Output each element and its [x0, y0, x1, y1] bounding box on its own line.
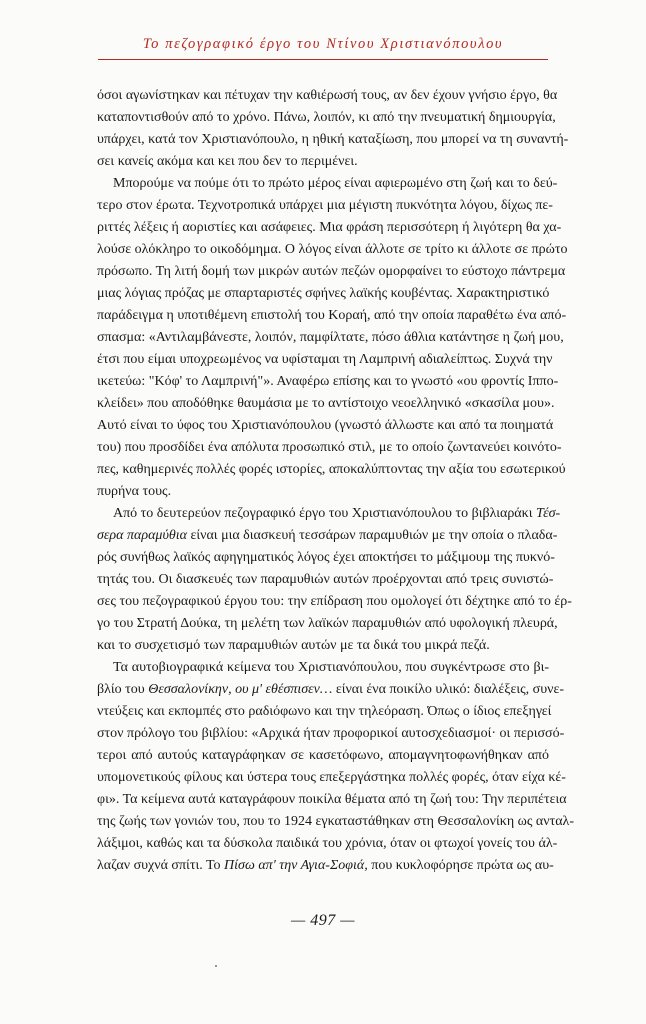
- italic-title: Τέσ-: [535, 506, 561, 521]
- text-line: [97, 657, 549, 679]
- text-line: υπάρχει, κατά τον Χριστιανόπουλο, η ηθική καταξίωση, που μπορεί να τη συναντή-: [97, 132, 569, 147]
- text-run: είναι μια διασκευή τεσσάρων παραμυθιών με την οποία ο πλαδα-: [187, 528, 558, 543]
- text-line: πυρήνα τους.: [97, 484, 172, 499]
- text-run: λάξιμοι, καθώς και τα δύσκολα παιδικά του χρόνια, όταν οι φτωχοί γονείς του άλ-: [97, 836, 558, 851]
- text-line: σπασμα: «Αντιλαμβάνεστε, λοιπόν, παμφίλτατε, πόσο άθλια κατάντησε η ζωή μου,: [97, 330, 564, 345]
- text-line: κλείδει» που αποδόθηκε θαυμάσια με το αντίστοιχο νεοελληνικό «σκασίλα μου».: [97, 396, 555, 411]
- text-line: παράδειγμα η υποτιθέμενη επιστολή του Κοραή, από την οποία παραθέτω ένα από-: [97, 308, 567, 323]
- text-line: καταποντισθούν από το χρόνο. Πάνω, λοιπόν, κι από την πνευματική δημιουργία,: [97, 110, 556, 125]
- paragraph: [97, 503, 572, 657]
- text-line: Μπορούμε να πούμε ότι το πρώτο μέρος είναι αφιερωμένο στη ζωή και το δεύ-: [113, 176, 558, 191]
- text-run: στον πρόλογο του βιβλίου: «Αρχικά ήταν προφορικοί αυτοσχεδιασμοί· οι περισσό-: [97, 726, 565, 741]
- text-line: μιας λόγιας πρόζας με σπαρταριστές σφήνες λαϊκής κουβέντας. Χαρακτηριστικό: [97, 286, 550, 301]
- text-line: Αυτό είναι το ύφος του Χριστιανόπουλου (γνωστό άλλωστε και από τα ποιηματά: [97, 418, 554, 433]
- text-line: τερο στον έρωτα. Τεχνοτροπικά υπάρχει μια μέγιστη πυκνότητα λόγου, δίχως πε-: [97, 198, 553, 213]
- text-run: ρός συνήθως λαϊκός αφηγηματικός λόγος έχει αποκτήσει το μάξιμουμ της πυκνό-: [97, 550, 555, 565]
- paragraph: [97, 85, 569, 173]
- text-line: [97, 745, 549, 767]
- text-line: [97, 503, 561, 525]
- text-run: υπομονετικούς φίλους και ύστερα τους επεξεργάστηκα πολλές φορές, όταν είχα κέ-: [97, 770, 566, 785]
- header-rule: [98, 59, 548, 60]
- text-run: λαζαν συχνά σπίτι. Το: [97, 858, 225, 873]
- page-number: — 497 —: [291, 912, 355, 929]
- text-line: [97, 855, 554, 877]
- text-line: [97, 547, 555, 569]
- text-run: Από το δευτερεύον πεζογραφικό έργο του Χριστιανόπουλου το βιβλιαράκι: [113, 506, 536, 521]
- text-run: γο του Στρατή Δούκα, τη μελέτη των λαϊκών παραμυθιών από υφολογική πλευρά,: [97, 616, 558, 631]
- text-line: [97, 569, 554, 591]
- text-line: [97, 767, 566, 789]
- text-line: [97, 635, 549, 657]
- text-run: τεροι από αυτούς καταγράφηκαν σε κασετόφωνο, απομαγνητοφωνήθηκαν από: [97, 748, 549, 763]
- text-run: που κυκλοφόρησε πρώτα ως αυ-: [367, 858, 554, 873]
- text-line: έτσι που είμαι υποχρεωμένος να υφίσταμαι τη Λαμπρινή αδιαλείπτως. Συχνά την: [97, 352, 553, 367]
- body-text: [97, 85, 574, 877]
- text-line: λούσε ολόκληρο το οικοδόμημα. Ο λόγος είναι άλλοτε σε τρίτο κι άλλοτε σε πρώτο: [97, 242, 568, 257]
- text-line: [97, 811, 574, 833]
- text-line: [97, 833, 558, 855]
- text-line: του) που προσδίδει ένα απόλυτα προσωπικό στιλ, με το οποίο ζωντανεύει κοινότο-: [97, 440, 562, 455]
- italic-title: Θεσσαλονίκην, ου μ' εθέσπισεν…: [148, 682, 333, 697]
- text-run: φι». Τα κείμενα αυτά καταγράφουν ποικίλα θέματα από τη ζωή του: Την περιπέτεια: [97, 792, 567, 807]
- text-run: Τα αυτοβιογραφικά κείμενα του Χριστιανόπουλου, που συγκέντρωσε στο βι-: [113, 660, 549, 675]
- text-line: [97, 679, 564, 701]
- paragraph: [97, 657, 574, 877]
- text-line: [97, 789, 567, 811]
- text-line: [97, 723, 565, 745]
- text-line: ριττές λέξεις ή αοριστίες και ασάφειες. Μια φράση περισσότερη ή λιγότερη θα χα-: [97, 220, 562, 235]
- text-run: τητάς του. Οι διασκευές των παραμυθιών αυτών προέρχονται από τρεις συνιστώ-: [97, 572, 554, 587]
- text-run: σες του πεζογραφικού έργου του: την επίδραση που ομολογεί ότι δέχτηκε από το έρ-: [97, 594, 572, 609]
- text-line: [97, 591, 572, 613]
- text-run: ντεύξεις και εκπομπές στο ραδιόφωνο και την τηλεόραση. Όπως ο ίδιος επεξηγεί: [97, 704, 552, 719]
- text-line: [97, 525, 558, 547]
- text-run: και το συσχετισμό των παραμυθιών αυτών με τα δικά του μικρά πεζά.: [97, 638, 490, 653]
- text-line: [97, 613, 558, 635]
- print-speck: [215, 965, 217, 967]
- paragraph: [97, 173, 568, 503]
- text-line: σει κανείς ακόμα και κει που δεν το περιμένει.: [97, 154, 358, 169]
- text-line: πες, καθημερινές πολλές φορές ιστορίες, αποκαλύπτοντας την αξία του εσωτερικού: [97, 462, 566, 477]
- text-run: είναι ένα ποικίλο υλικό: διαλέξεις, συνε-: [332, 682, 564, 697]
- italic-title: Πίσω απ' την Αγια-Σοφιά,: [224, 858, 368, 873]
- text-line: ικετεύω: "Κόφ' το Λαμπρινή"». Αναφέρω επίσης και το γνωστό «ου φροντίς Ιππο-: [97, 374, 559, 389]
- running-header-title: Το πεζογραφικό έργο του Ντίνου Χριστιανόπουλου: [142, 36, 504, 52]
- text-run: βλίο του: [97, 682, 149, 697]
- running-header: [98, 34, 548, 54]
- text-line: [97, 701, 552, 723]
- text-line: όσοι αγωνίστηκαν και πέτυχαν την καθιέρωσή τους, αν δεν έχουν γνήσιο έργο, θα: [97, 88, 558, 103]
- italic-title: σερα παραμύθια: [97, 528, 187, 543]
- text-run: της ζωής των γονιών του, που το 1924 εγκαταστάθηκαν στη Θεσσαλονίκη ως ανταλ-: [97, 814, 574, 829]
- text-line: πρόσωπο. Τη λιτή δομή των μικρών αυτών πεζών ομορφαίνει το εύστοχο πάντρεμα: [97, 264, 566, 279]
